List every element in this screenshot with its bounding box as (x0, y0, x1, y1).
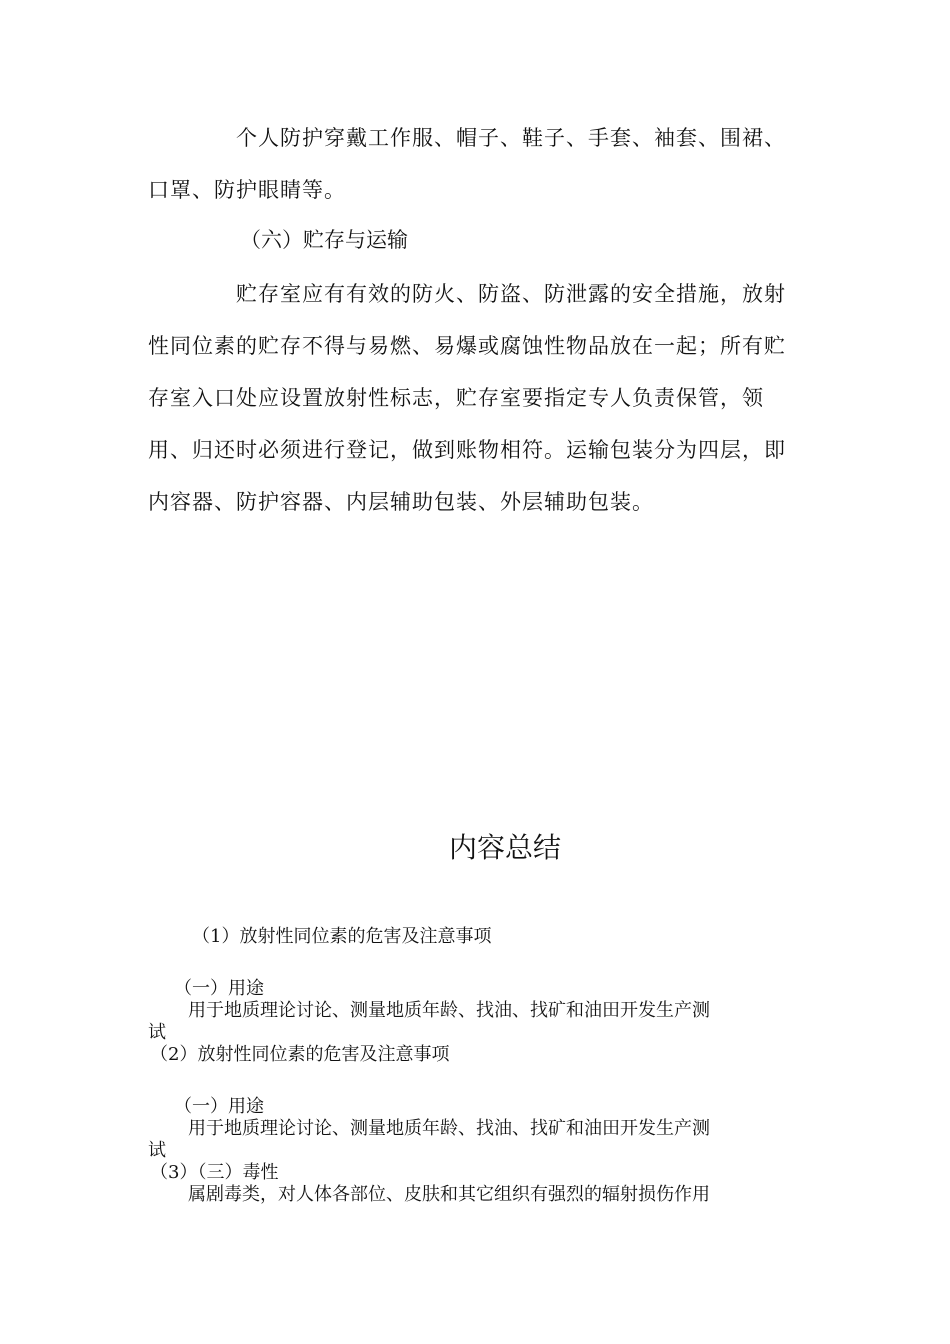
paragraph-line: 口罩、防护眼睛等。 (148, 178, 346, 202)
summary-item-1-text-wrap: 试 (148, 1022, 166, 1043)
paragraph-line: 性同位素的贮存不得与易燃、易爆或腐蚀性物品放在一起；所有贮 (148, 334, 786, 358)
paragraph-line: 个人防护穿戴工作服、帽子、鞋子、手套、袖套、围裙、 (236, 126, 786, 150)
paragraph-storage (148, 268, 798, 528)
section-heading-storage-transport: （六）贮存与运输 (240, 228, 408, 252)
summary-item-1-heading: （1）放射性同位素的危害及注意事项 (192, 926, 492, 947)
summary-item-1-subheading: （一）用途 (174, 978, 264, 999)
paragraph-line: 贮存室应有有效的防火、防盗、防泄露的安全措施，放射 (236, 282, 786, 306)
summary-item-2-heading: （2）放射性同位素的危害及注意事项 (150, 1044, 450, 1065)
paragraph-personal-protection (148, 112, 798, 216)
paragraph-line: 内容器、防护容器、内层辅助包装、外层辅助包装。 (148, 490, 654, 514)
summary-item-2-subheading: （一）用途 (174, 1096, 264, 1117)
summary-block (148, 926, 798, 1206)
summary-item-3-heading: （3）（三）毒性 (150, 1162, 279, 1183)
paragraph-line: 用、归还时必须进行登记，做到账物相符。运输包装分为四层，即 (148, 438, 786, 462)
summary-item-1-text: 用于地质理论讨论、测量地质年龄、找油、找矿和油田开发生产测 (188, 1000, 710, 1021)
summary-item-3-text: 属剧毒类，对人体各部位、皮肤和其它组织有强烈的辐射损伤作用 (188, 1184, 710, 1205)
summary-title: 内容总结 (448, 831, 561, 864)
summary-item-2-text: 用于地质理论讨论、测量地质年龄、找油、找矿和油田开发生产测 (188, 1118, 710, 1139)
paragraph-line: 存室入口处应设置放射性标志，贮存室要指定专人负责保管，领 (148, 386, 764, 410)
summary-item-2-text-wrap: 试 (148, 1140, 166, 1161)
